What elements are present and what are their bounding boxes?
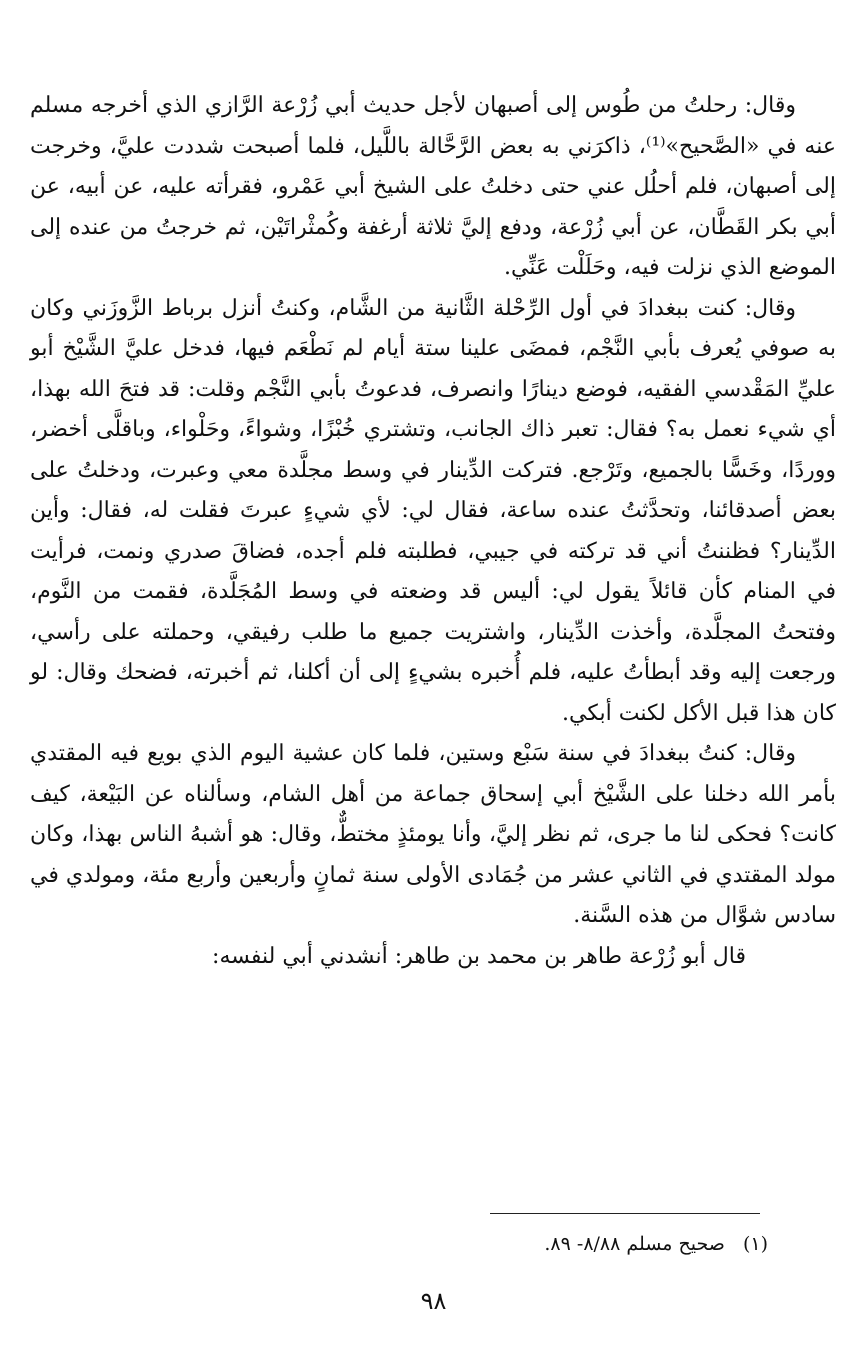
paragraph-muqtadi-bay-a: وقال: كنتُ ببغدادَ في سنة سَبْع وستين، فلما كان عشية اليوم الذي بويع فيه المقتدي بأمر الله دخلنا على الشَّيْخ أبي إسحاق جماعة من أهل الشام، وسألناه عن البَيْعة، كيف كانت؟ فحكى لنا ما جرى، ثم نظر إليَّ، وأنا يومئذٍ مختطٌّ، وقال: هو أشبهُ الناس بهذا، وكان مولد المقتدي في الثاني عشر من جُمَادى الأولى سنة ثمانٍ وأربعين وأربع مئة، ومولدي في سادس شوَّال من هذه السَّنة. (30, 741, 836, 928)
footnote (30, 1228, 768, 1260)
paragraph-verse-intro: قال أبو زُرْعة طاهر بن محمد بن طاهر: أنشدني أبي لنفسه: (212, 943, 746, 969)
main-text (30, 86, 836, 977)
footnote-number: (١) (742, 1233, 768, 1255)
footnote-divider (490, 1213, 760, 1214)
paragraph-baghdad-dinar: وقال: كنت ببغدادَ في أول الرِّحْلة الثَّانية من الشَّام، وكنتُ أنزل برباط الزَّوزَني وكان به صوفي يُعرف بأبي النَّجْم، فمضَى علينا ستة أيام لم نَطْعَم فيها، فدخل عليَّ الشَّيْخ أبو عليِّ المَقْدسي الفقيه، فوضع دينارًا وانصرف، فدعوتُ بأبي النَّجْم وقلت: قد فتحَ الله بهذا، أي شيء نعمل به؟ فقال: تعبر ذاك الجانب، وتشتري خُبْزًا، وشواءً، وحَلْواء، وباقلَّى أخضر، ووردًا، وخَسًّا بالجميع، وتَرْجع. فتركت الدِّينار في وسط مجلَّدة معي وعبرت، ودخلتُ على بعض أصدقائنا، وتحدَّثتُ عنده ساعة، فقال لي: لأي شيءٍ عبرتَ فقلت له، فقال: وأين الدِّينار؟ فظننتُ أني قد تركته في جيبي، فطلبته فلم أجده، فضاقَ صدري ونمت، فرأيت في المنام كأن قائلاً يقول لي: أليس قد وضعته في وسط المُجَلَّدة، فقمت من النَّوم، وفتحتُ المجلَّدة، وأخذت الدِّينار، واشتريت جميع ما طلب رفيقي، وحملته على رأسي، ورجعت إليه وقد أبطأتُ عليه، فلم أُخبره بشيءٍ إلى أن أكلنا، ثم أخبرته، فضحك وقال: لو كان هذا قبل الأكل لكنت أبكي. (30, 295, 836, 726)
paragraph-tus-to-isfahan: وقال: رحلتُ من طُوس إلى أصبهان لأجل حديث أبي زُرْعة الرَّازي الذي أخرجه مسلم عنه في «الصَّحيح»⁽¹⁾، ذاكرَني به بعض الرَّحَّالة باللَّيل، فلما أصبحت شددت عليَّ، وخرجت إلى أصبهان، فلم أحلُل عني حتى دخلتُ على الشيخ أبي عَمْرو، فقرأته عليه، عن أبيه، عن أبي بكر القَطَّان، عن أبي زُرْعة، ودفع إليَّ ثلاثة أرغفة وكُمثْراتَيْن، ثم خرجتُ من عنده إلى الموضع الذي نزلت فيه، وحَلَلْت عَنِّي. (30, 93, 836, 280)
page-number: ٩٨ (420, 1287, 447, 1315)
footnote-text: صحيح مسلم ٨/٨٨- ٨٩. (544, 1233, 725, 1255)
